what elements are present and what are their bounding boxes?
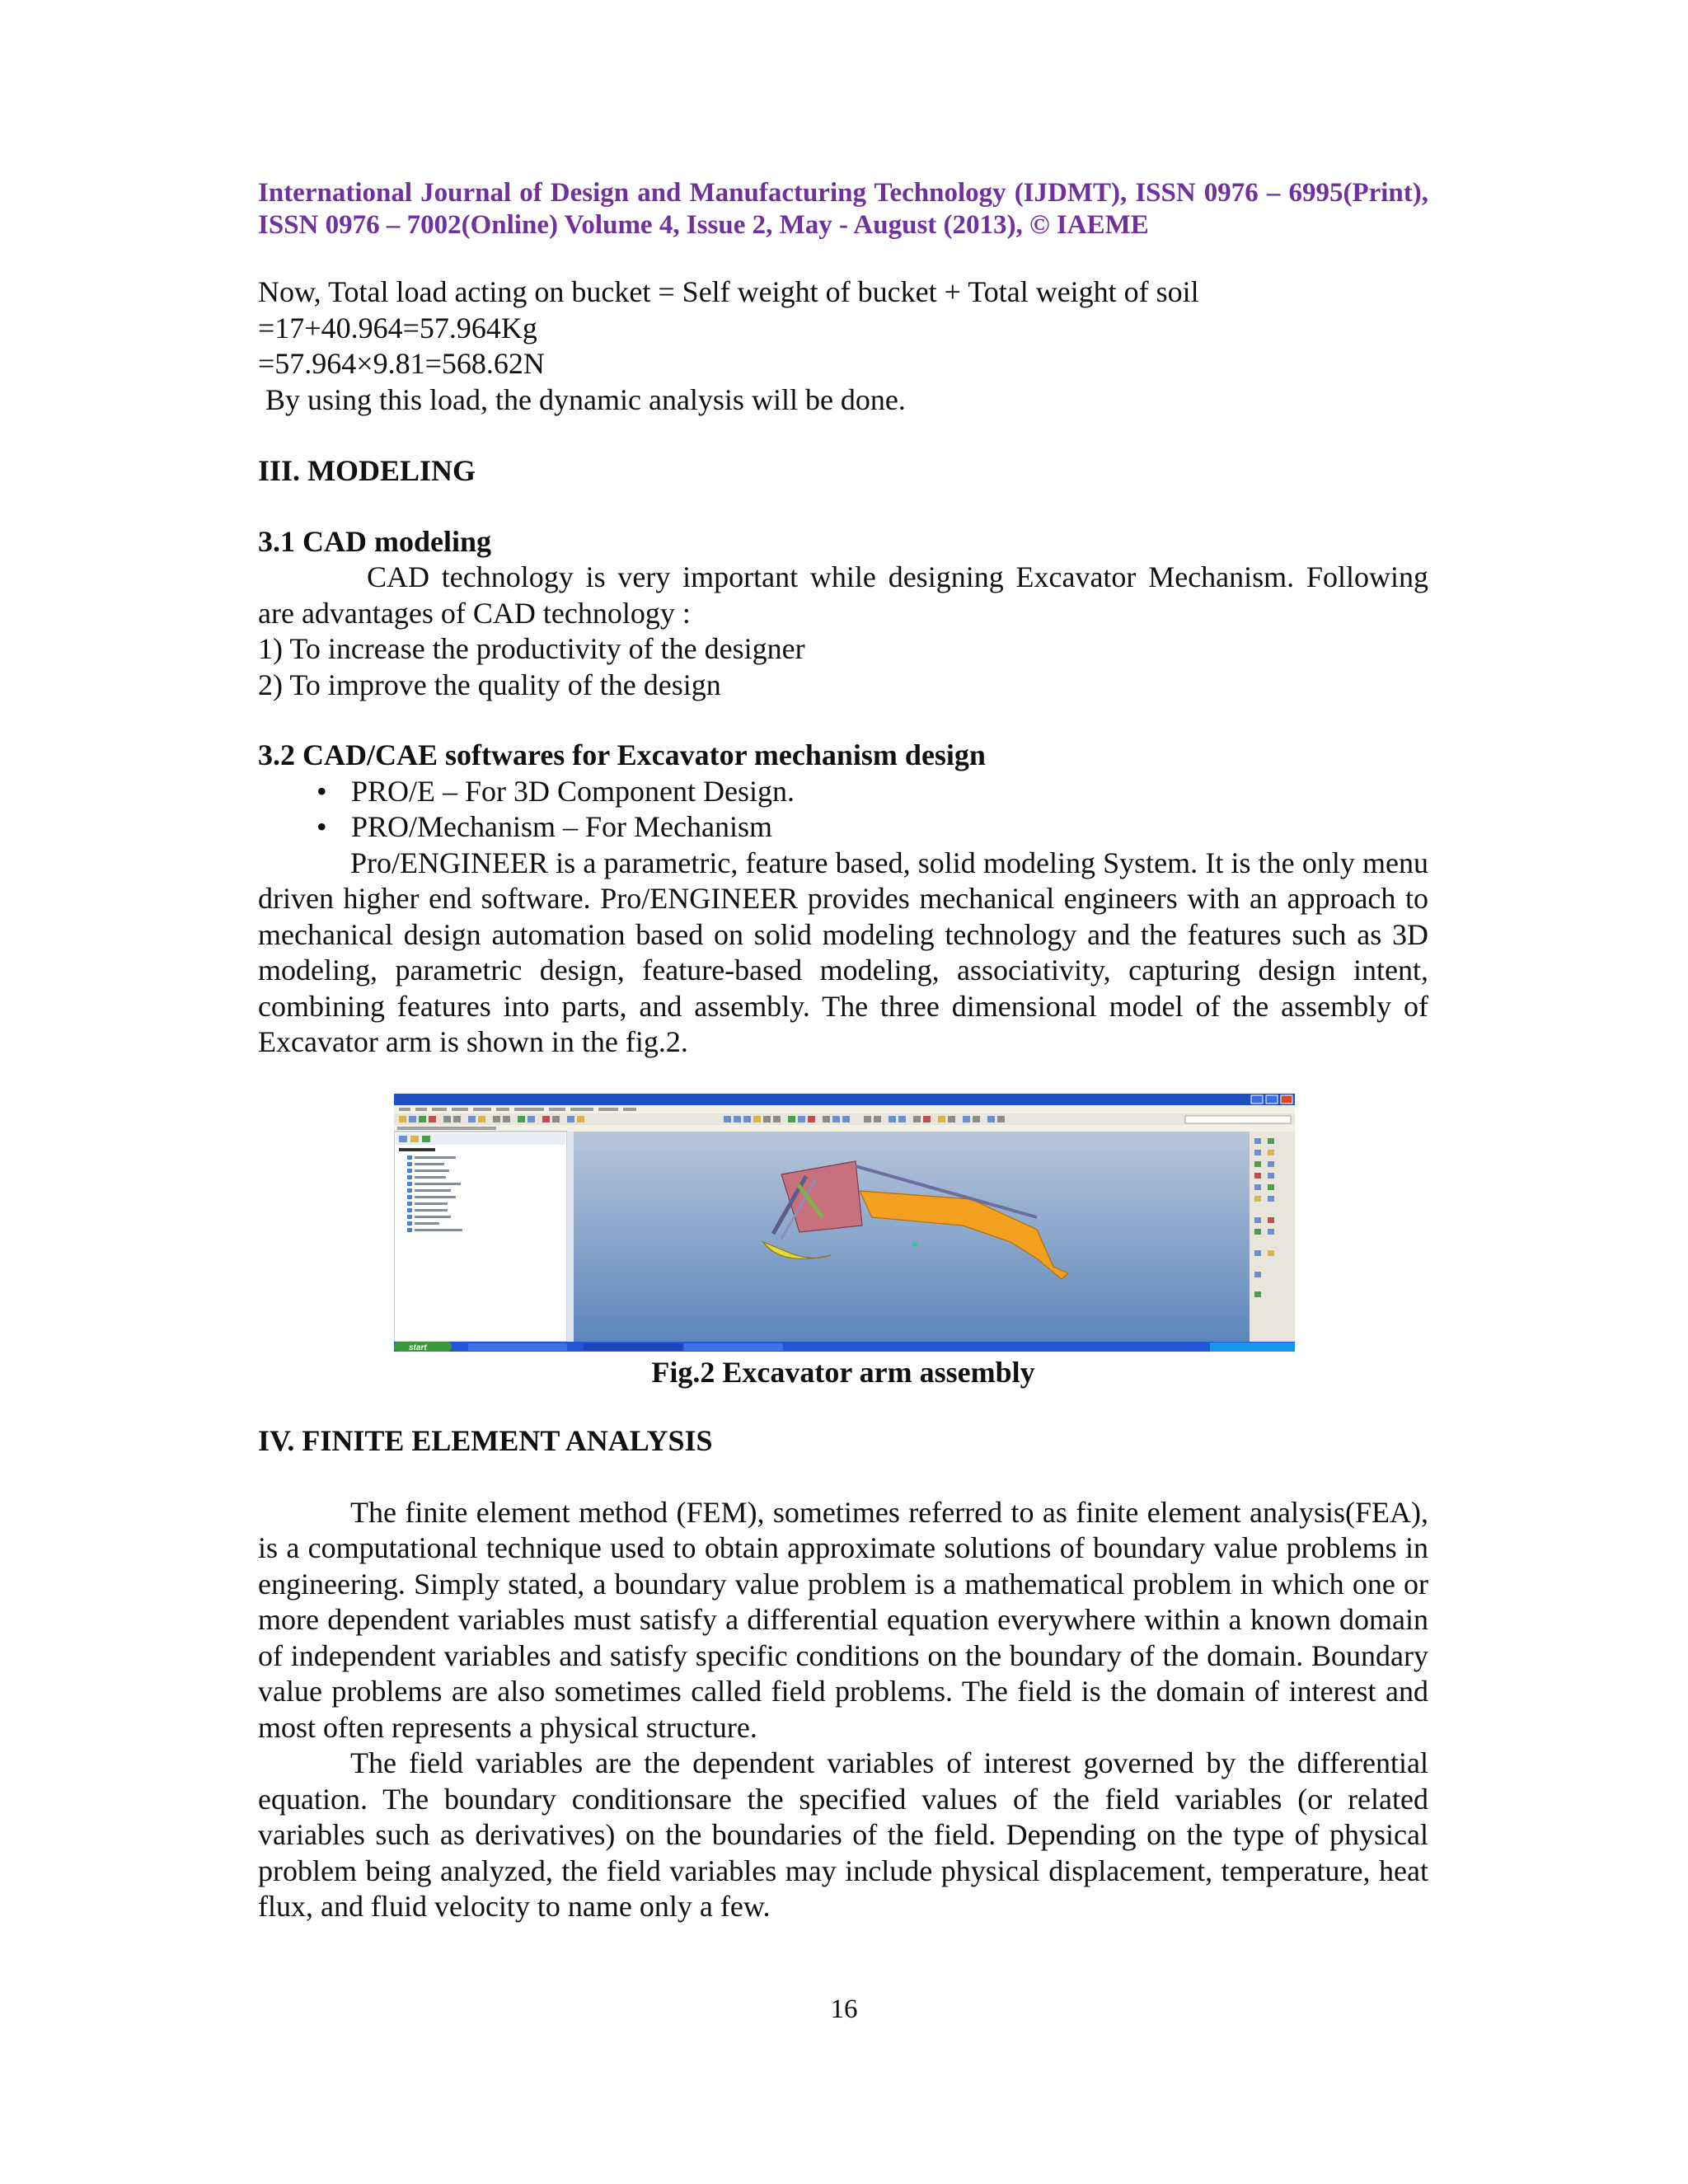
cad-modeling-paragraph: CAD technology is very important while designing Excavator Mechanism. Following are advantages of CAD technology : [258,560,1428,630]
tree-icon[interactable] [422,1136,430,1142]
minimize-icon[interactable] [1251,1095,1263,1104]
start-label: start [409,1343,427,1352]
list-item-text: PRO/Mechanism – For Mechanism [351,810,772,843]
model-tree-toolbar [396,1133,565,1145]
software-list [258,774,1428,846]
load-statement: By using this load, the dynamic analysis will be done. [265,382,906,416]
taskbar-item[interactable] [584,1343,682,1351]
close-icon[interactable] [1281,1095,1292,1104]
page-content [258,177,1428,1925]
load-equation-line: =17+40.964=57.964Kg [258,311,537,344]
advantage-item: 2) To improve the quality of the design [258,668,721,701]
model-tree-title-bar [399,1148,435,1151]
maximize-icon[interactable] [1266,1095,1278,1104]
tree-icon[interactable] [399,1136,407,1142]
journal-header: International Journal of Design and Manufacturing Technology (IJDMT), ISSN 0976 – 6995(Print), ISSN 0976 – 7002(Online) Volume 4, Issue 2, May - August (2013), © IAEME [258,178,1428,240]
fea-paragraph: The finite element method (FEM), sometimes referred to as finite element analysis(FEA), is a computational technique used to obtain approximate solutions of boundary value problems in engineering. Simply stated, a boundary value problem is a mathematical problem in which one or more dependent variables must satisfy a differential equation everywhere within a known domain of independent variables and satisfy specific conditions on the boundary of the domain. Boundary value problems are also sometimes called field problems. The field is the domain of interest and most often represents a physical structure. [258,1495,1428,1744]
advantage-item: 1) To increase the productivity of the designer [258,632,805,665]
status-strip [394,1125,1295,1132]
figure-caption: Fig.2 Excavator arm assembly [651,1355,1035,1389]
status-text-bar [397,1127,496,1130]
menu-items [399,1108,636,1111]
figure [258,1094,1428,1391]
filter-select[interactable] [1185,1116,1291,1123]
section-heading-modeling: III. MODELING [258,454,476,487]
window-titlebar [394,1094,1295,1105]
bullet-icon: • [316,774,327,808]
origin-marker [912,1242,917,1247]
pro-engineer-paragraph: Pro/ENGINEER is a parametric, feature based, solid modeling System. It is the only menu driven higher end software. Pro/ENGINEER provides mechanical engineers with an approach to mechanical design automation based on solid modeling technology and the features such as 3D modeling, parametric design, feature-based modeling, associativity, capturing design intent, combining features into parts, and assembly. The three dimensional model of the assembly of Excavator arm is shown in the fig.2. [258,846,1428,1058]
load-equation-line: =57.964×9.81=568.62N [258,347,545,380]
page-number: 16 [830,1994,858,2024]
taskbar-item[interactable] [468,1343,567,1351]
list-item-text: PRO/E – For 3D Component Design. [351,774,795,808]
bullet-icon: • [316,810,327,843]
subsection-heading-cad-cae-softwares: 3.2 CAD/CAE softwares for Excavator mechanism design [258,738,986,771]
subsection-heading-cad-modeling: 3.1 CAD modeling [258,524,492,558]
fea-paragraph: The field variables are the dependent variables of interest governed by the differential equation. The boundary conditionsare the specified values of the field variables (or related variables such as derivatives) on the boundaries of the field. Depending on the type of physical problem being analyzed, the field variables may include physical displacement, temperature, heat flux, and fluid velocity to name only a few. [258,1746,1428,1923]
load-equation-line: Now, Total load acting on bucket = Self weight of bucket + Total weight of soil [258,275,1199,308]
system-tray [1210,1343,1295,1352]
section-heading-finite-element-analysis: IV. FINITE ELEMENT ANALYSIS [258,1424,713,1457]
list-item [258,774,1428,810]
panel-splitter[interactable] [567,1132,574,1342]
tree-icon[interactable] [410,1136,419,1142]
list-item [258,809,1428,846]
taskbar-item[interactable] [684,1343,783,1351]
viewport-3d[interactable] [574,1132,1250,1342]
excavator-arm-assembly-image [394,1094,1295,1352]
